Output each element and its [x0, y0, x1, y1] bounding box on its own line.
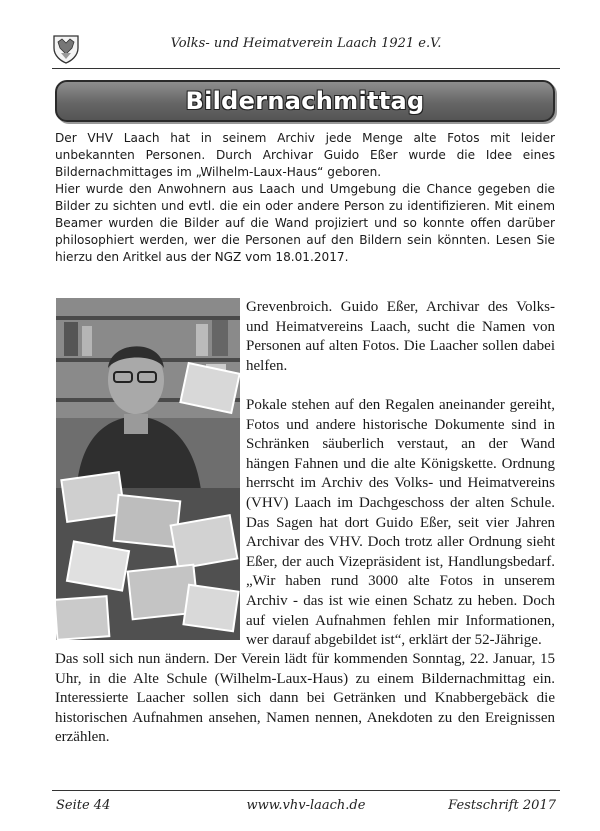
page-header	[52, 28, 560, 72]
article-text	[246, 298, 555, 670]
article-paragraph: Grevenbroich. Guido Eßer, Archivar des Volks- und Heimatvereins Laach, sucht die Namen von Personen auf alten Fotos. Die Laacher sollen dabei helfen.	[246, 299, 555, 374]
website-link: www.vhv-laach.de	[246, 798, 366, 813]
publication-name: Festschrift 2017	[448, 798, 556, 813]
page-number: Seite 44	[56, 798, 111, 813]
closing-text	[55, 650, 555, 748]
page-title: Bildernachmittag	[185, 87, 425, 115]
closing-paragraph: Das soll sich nun ändern. Der Verein lädt für kommenden Sonntag, 22. Januar, 15 Uhr, in die Alte Schule (Wilhelm-Laux-Haus) zu einem Bildernachmittag ein. Interessierte Laacher sollen sich dann bei Getränken und Knabbergebäck die historischen Aufnahmen ansehen, Namen nennen, Anekdoten zu den Ereignissen erzählen.	[55, 651, 555, 746]
header-title: Volks- und Heimatverein Laach 1921 e.V.	[170, 36, 442, 51]
article-paragraph: Pokale stehen auf den Regalen aneinander gereiht, Fotos und andere historische Dokumente sind in Schränken säuberlich verstaut, an der Wand hängen Fahnen und die alte Königskette. Ordnung herrscht im Archiv des Volks- und Heimatvereins (VHV) Laach im Dachgeschoss der alten Schule. Das Sagen hat dort Guido Eßer, seit vier Jahren Archivar des VHV. Doch trotz aller Ordnung sieht Eßer, der auch Vizepräsident ist, Handlungsbedarf. „Wir haben rund 3000 alte Fotos in unserem Archiv - das ist wie einen Schatz zu heben. Doch auf vielen Aufnahmen fehlen mir Informationen, wer darauf abgebildet ist“, erklärt der 52-Jährige.	[246, 396, 555, 649]
title-banner	[55, 80, 555, 122]
intro-paragraph: Hier wurde den Anwohnern aus Laach und Umgebung die Chance gegeben die Bilder zu sichten und evtl. die ein oder andere Person zu identifizieren. Mit einem Beamer wurden die Bilder auf die Wand projiziert und so konnte offen darüber philosophiert werden, wer die Personen auf den Bildern sein könnten. Lesen Sie hierzu den Aritkel aus der NGZ vom 18.01.2017.	[55, 182, 555, 264]
page-footer	[52, 790, 560, 820]
header-divider	[52, 68, 560, 69]
intro-paragraph: Der VHV Laach hat in seinem Archiv jede Menge alte Fotos mit leider unbekannten Personen. Durch Archivar Guido Eßer wurde die Idee eines Bildernachmittages im „Wilhelm-Laux-Haus“ geboren.	[55, 131, 555, 179]
intro-text	[55, 130, 555, 266]
footer-divider	[52, 790, 560, 791]
archive-photo	[56, 298, 240, 640]
